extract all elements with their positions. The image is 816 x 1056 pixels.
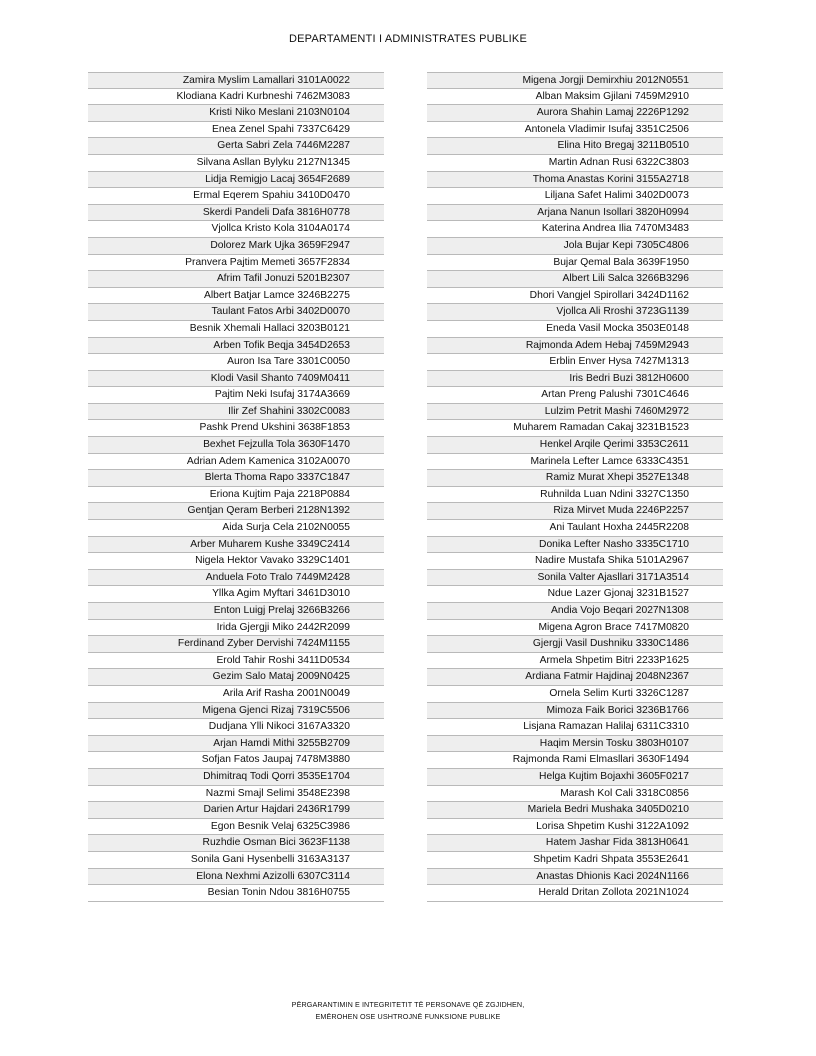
list-item: Gjergji Vasil Dushniku 3330C1486 — [427, 636, 723, 653]
left-name-list — [88, 72, 384, 902]
list-item: Klodi Vasil Shanto 7409M0411 — [88, 371, 384, 388]
list-item: Alban Maksim Gjilani 7459M2910 — [427, 89, 723, 106]
list-item: Besian Tonin Ndou 3816H0755 — [88, 885, 384, 902]
list-item: Gentjan Qeram Berberi 2128N1392 — [88, 503, 384, 520]
list-item: Dhori Vangjel Spirollari 3424D1162 — [427, 288, 723, 305]
list-item: Rajmonda Adem Hebaj 7459M2943 — [427, 338, 723, 355]
list-item: Blerta Thoma Rapo 3337C1847 — [88, 470, 384, 487]
list-item: Adrian Adem Kamenica 3102A0070 — [88, 454, 384, 471]
list-item: Vjollca Ali Rroshi 3723G1139 — [427, 304, 723, 321]
list-item: Jola Bujar Kepi 7305C4806 — [427, 238, 723, 255]
list-item: Albert Lili Salca 3266B3296 — [427, 271, 723, 288]
list-item: Muharem Ramadan Cakaj 3231B1523 — [427, 420, 723, 437]
right-name-list — [427, 72, 723, 902]
list-item: Mariela Bedri Mushaka 3405D0210 — [427, 802, 723, 819]
list-item: Ramiz Murat Xhepi 3527E1348 — [427, 470, 723, 487]
list-item: Silvana Asllan Bylyku 2127N1345 — [88, 155, 384, 172]
list-item: Lidja Remigjo Lacaj 3654F2689 — [88, 172, 384, 189]
list-item: Anastas Dhionis Kaci 2024N1166 — [427, 869, 723, 886]
list-item: Arber Muharem Kushe 3349C2414 — [88, 537, 384, 554]
list-item: Thoma Anastas Korini 3155A2718 — [427, 172, 723, 189]
list-item: Arjana Nanun Isollari 3820H0994 — [427, 205, 723, 222]
list-item: Marinela Lefter Lamce 6333C4351 — [427, 454, 723, 471]
list-item: Pranvera Pajtim Memeti 3657F2834 — [88, 255, 384, 272]
list-item: Aida Surja Cela 2102N0055 — [88, 520, 384, 537]
list-item: Sonila Gani Hysenbelli 3163A3137 — [88, 852, 384, 869]
list-item: Ruhnilda Luan Ndini 3327C1350 — [427, 487, 723, 504]
list-item: Eriona Kujtim Paja 2218P0884 — [88, 487, 384, 504]
footer-line-2: EMËROHEN OSE USHTROJNË FUNKSIONE PUBLIKE — [315, 1012, 501, 1021]
list-item: Erblin Enver Hysa 7427M1313 — [427, 354, 723, 371]
page-footer — [0, 999, 816, 1023]
list-item: Henkel Arqile Qerimi 3353C2611 — [427, 437, 723, 454]
list-item: Nadire Mustafa Shika 5101A2967 — [427, 553, 723, 570]
list-item: Enea Zenel Spahi 7337C6429 — [88, 122, 384, 139]
list-item: Ani Taulant Hoxha 2445R2208 — [427, 520, 723, 537]
list-item: Eneda Vasil Mocka 3503E0148 — [427, 321, 723, 338]
list-item: Lisjana Ramazan Halilaj 6311C3310 — [427, 719, 723, 736]
page-title: DEPARTAMENTI I ADMINISTRATES PUBLIKE — [288, 33, 528, 45]
list-item: Katerina Andrea Ilia 7470M3483 — [427, 221, 723, 238]
list-item: Erold Tahir Roshi 3411D0534 — [88, 653, 384, 670]
list-item: Arben Tofik Beqja 3454D2653 — [88, 338, 384, 355]
list-item: Lulzim Petrit Mashi 7460M2972 — [427, 404, 723, 421]
list-item: Martin Adnan Rusi 6322C3803 — [427, 155, 723, 172]
list-item: Kristi Niko Meslani 2103N0104 — [88, 105, 384, 122]
list-item: Yllka Agim Myftari 3461D3010 — [88, 586, 384, 603]
list-item: Sofjan Fatos Jaupaj 7478M3880 — [88, 752, 384, 769]
list-item: Ornela Selim Kurti 3326C1287 — [427, 686, 723, 703]
list-item: Artan Preng Palushi 7301C4646 — [427, 387, 723, 404]
list-item: Arjan Hamdi Mithi 3255B2709 — [88, 736, 384, 753]
list-item: Shpetim Kadri Shpata 3553E2641 — [427, 852, 723, 869]
list-item: Dhimitraq Todi Qorri 3535E1704 — [88, 769, 384, 786]
list-item: Herald Dritan Zollota 2021N1024 — [427, 885, 723, 902]
list-item: Arila Arif Rasha 2001N0049 — [88, 686, 384, 703]
list-item: Armela Shpetim Bitri 2233P1625 — [427, 653, 723, 670]
list-item: Sonila Valter Ajasllari 3171A3514 — [427, 570, 723, 587]
list-item: Nazmi Smajl Selimi 3548E2398 — [88, 786, 384, 803]
list-item: Darien Artur Hajdari 2436R1799 — [88, 802, 384, 819]
list-item: Albert Batjar Lamce 3246B2275 — [88, 288, 384, 305]
list-item: Enton Luigj Prelaj 3266B3266 — [88, 603, 384, 620]
list-item: Bujar Qemal Bala 3639F1950 — [427, 255, 723, 272]
list-item: Pajtim Neki Isufaj 3174A3669 — [88, 387, 384, 404]
list-item: Andia Vojo Beqari 2027N1308 — [427, 603, 723, 620]
list-item: Besnik Xhemali Hallaci 3203B0121 — [88, 321, 384, 338]
list-item: Migena Jorgji Demirxhiu 2012N0551 — [427, 72, 723, 89]
footer-line-1: PËRGARANTIMIN E INTEGRITETIT TË PERSONAVE QË ZGJIDHEN, — [291, 1000, 525, 1009]
list-item: Ardiana Fatmir Hajdinaj 2048N2367 — [427, 669, 723, 686]
list-item: Gerta Sabri Zela 7446M2287 — [88, 138, 384, 155]
list-item: Elina Hito Bregaj 3211B0510 — [427, 138, 723, 155]
list-item: Elona Nexhmi Azizolli 6307C3114 — [88, 869, 384, 886]
list-item: Ilir Zef Shahini 3302C0083 — [88, 404, 384, 421]
list-item: Haqim Mersin Tosku 3803H0107 — [427, 736, 723, 753]
list-item: Pashk Prend Ukshini 3638F1853 — [88, 420, 384, 437]
list-item: Ermal Eqerem Spahiu 3410D0470 — [88, 188, 384, 205]
list-item: Mimoza Faik Borici 3236B1766 — [427, 703, 723, 720]
list-item: Iris Bedri Buzi 3812H0600 — [427, 371, 723, 388]
list-item: Egon Besnik Velaj 6325C3986 — [88, 819, 384, 836]
list-item: Rajmonda Rami Elmasllari 3630F1494 — [427, 752, 723, 769]
list-item: Anduela Foto Tralo 7449M2428 — [88, 570, 384, 587]
list-item: Vjollca Kristo Kola 3104A0174 — [88, 221, 384, 238]
list-item: Migena Gjenci Rizaj 7319C5506 — [88, 703, 384, 720]
list-item: Migena Agron Brace 7417M0820 — [427, 620, 723, 637]
list-item: Nigela Hektor Vavako 3329C1401 — [88, 553, 384, 570]
list-item: Riza Mirvet Muda 2246P2257 — [427, 503, 723, 520]
list-item: Taulant Fatos Arbi 3402D0070 — [88, 304, 384, 321]
list-item: Skerdi Pandeli Dafa 3816H0778 — [88, 205, 384, 222]
list-item: Auron Isa Tare 3301C0050 — [88, 354, 384, 371]
list-item: Ndue Lazer Gjonaj 3231B1527 — [427, 586, 723, 603]
list-item: Liljana Safet Halimi 3402D0073 — [427, 188, 723, 205]
list-item: Donika Lefter Nasho 3335C1710 — [427, 537, 723, 554]
list-item: Antonela Vladimir Isufaj 3351C2506 — [427, 122, 723, 139]
list-item: Afrim Tafil Jonuzi 5201B2307 — [88, 271, 384, 288]
list-item: Marash Kol Cali 3318C0856 — [427, 786, 723, 803]
list-item: Hatem Jashar Fida 3813H0641 — [427, 835, 723, 852]
list-item: Irida Gjergji Miko 2442R2099 — [88, 620, 384, 637]
list-item: Klodiana Kadri Kurbneshi 7462M3083 — [88, 89, 384, 106]
list-item: Bexhet Fejzulla Tola 3630F1470 — [88, 437, 384, 454]
list-item: Dudjana Ylli Nikoci 3167A3320 — [88, 719, 384, 736]
list-item: Lorisa Shpetim Kushi 3122A1092 — [427, 819, 723, 836]
list-item: Helga Kujtim Bojaxhi 3605F0217 — [427, 769, 723, 786]
list-item: Ruzhdie Osman Bici 3623F1138 — [88, 835, 384, 852]
list-item: Zamira Myslim Lamallari 3101A0022 — [88, 72, 384, 89]
list-item: Aurora Shahin Lamaj 2226P1292 — [427, 105, 723, 122]
list-item: Gezim Salo Mataj 2009N0425 — [88, 669, 384, 686]
list-item: Ferdinand Zyber Dervishi 7424M1155 — [88, 636, 384, 653]
list-item: Dolorez Mark Ujka 3659F2947 — [88, 238, 384, 255]
